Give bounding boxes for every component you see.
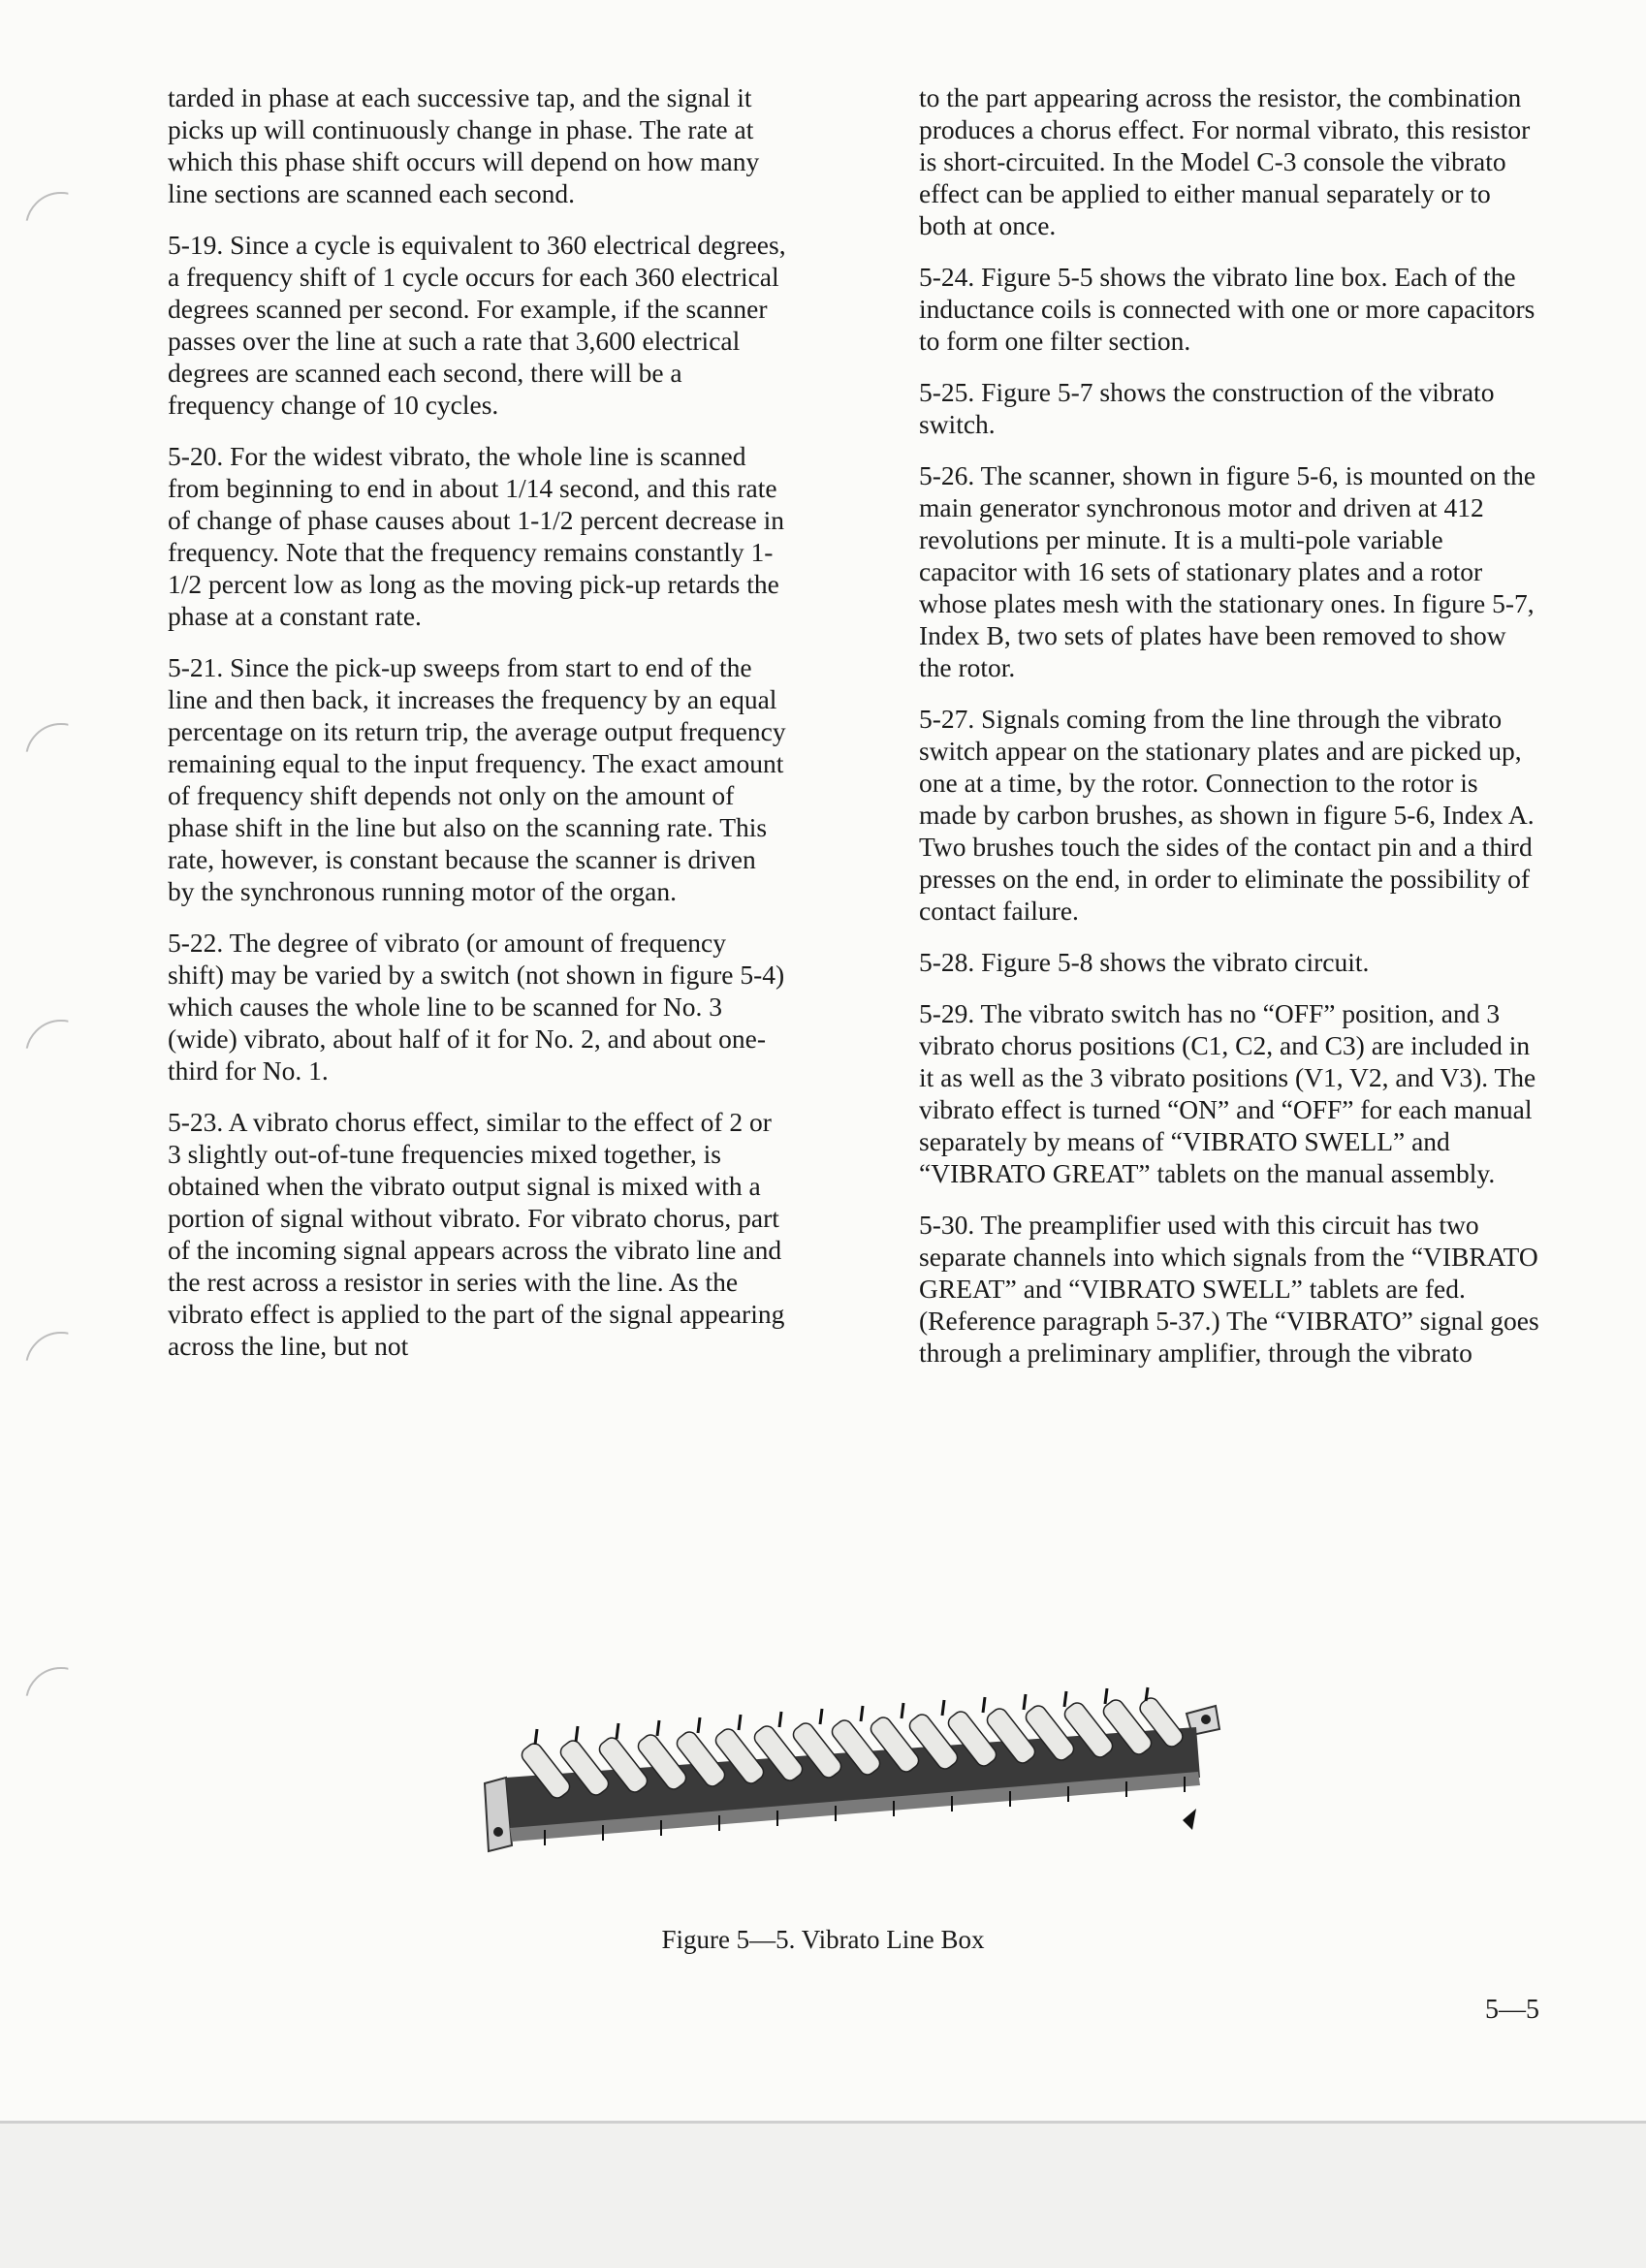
paragraph-continuation: tarded in phase at each successive tap, and the signal it picks up will continuously change in phase. The rate at which this phase shift occurs will depend on how many line sections are scanned each second. — [168, 82, 760, 208]
paragraph-5-21: 5-21. Since the pick-up sweeps from start to end of the line and then back, it increases the frequency by an equal percentage on its return trip, the average output frequency remaining equal to the input frequency. The exact amount of frequency shift depends not only on the amount of phase shift in the line but also on the scanning rate. This rate, however, is constant because the scanner is driven by the synchronous running motor of the organ. — [168, 652, 786, 906]
paragraph-5-24: 5-24. Figure 5-5 shows the vibrato line box. Each of the inductance coils is connected with one or more capacitors to form one filter section. — [919, 262, 1535, 356]
figure-caption: Figure 5—5. Vibrato Line Box — [661, 1925, 985, 1954]
right-column — [919, 81, 1539, 1388]
paragraph-5-25: 5-25. Figure 5-7 shows the construction of the vibrato switch. — [919, 377, 1495, 439]
paragraph-5-23-continued: to the part appearing across the resistor, the combination produces a chorus effect. For normal vibrato, this resistor is short-circuited. In the Model C-3 console the vibrato effect can be applied to either manual separately or to both at once. — [919, 82, 1531, 240]
vibrato-line-box-photo — [467, 1685, 1243, 1859]
paragraph-5-29: 5-29. The vibrato switch has no “OFF” position, and 3 vibrato chorus positions (C1, C2, and C3) are included in it as well as the 3 vibrato positions (V1, V2, and V3). The vibrato effect is turned “ON” and “OFF” for each manual separately by means of “VIBRATO SWELL” and “VIBRATO GREAT” tablets on the manual assembly. — [919, 998, 1536, 1188]
paragraph-5-30: 5-30. The preamplifier used with this circuit has two separate channels into which signals from the “VIBRATO GREAT” and “VIBRATO SWELL” tablets are fed. (Reference paragraph 5-37.) The “VIBRATO” signal goes through a preliminary amplifier, through the vibrato — [919, 1210, 1539, 1368]
paragraph-5-27: 5-27. Signals coming from the line through the vibrato switch appear on the stationary plates and are picked up, one at a time, by the rotor. Connection to the rotor is made by carbon brushes, as shown in figure 5-6, Index A. Two brushes touch the sides of the contact pin and a third presses on the end, in order to eliminate the possibility of contact failure. — [919, 704, 1535, 926]
left-column — [168, 81, 788, 1381]
paragraph-5-20: 5-20. For the widest vibrato, the whole line is scanned from beginning to end in about 1/14 second, and this rate of change of phase causes about 1-1/2 percent decrease in frequency. Note that the frequency remains constantly 1-1/2 percent low as long as the moving pick-up retards the phase at a constant rate. — [168, 441, 785, 631]
paragraph-5-28: 5-28. Figure 5-8 shows the vibrato circuit. — [919, 947, 1370, 977]
paragraph-5-23: 5-23. A vibrato chorus effect, similar to the effect of 2 or 3 slightly out-of-tune frequencies mixed together, is obtained when the vibrato output signal is mixed with a portion of signal without vibrato. For vibrato chorus, part of the incoming signal appears across the vibrato line and the rest across a resistor in series with the line. As the vibrato effect is applied to the part of the signal appearing across the line, but not — [168, 1107, 785, 1361]
scan-background — [0, 2124, 1646, 2268]
paragraph-5-22: 5-22. The degree of vibrato (or amount of frequency shift) may be varied by a switch (not shown in figure 5-4) which causes the whole line to be scanned for No. 3 (wide) vibrato, about half of it for No. 2, and about one-third for No. 1. — [168, 928, 785, 1086]
paragraph-5-26: 5-26. The scanner, shown in figure 5-6, is mounted on the main generator synchronous motor and driven at 412 revolutions per minute. It is a multi-pole variable capacitor with 16 sets of stationary plates and a rotor whose plates mesh with the stationary ones. In figure 5-7, Index B, two sets of plates have been removed to show the rotor. — [919, 460, 1536, 682]
page-number: 5—5 — [1485, 1995, 1539, 2025]
paragraph-5-19: 5-19. Since a cycle is equivalent to 360 electrical degrees, a frequency shift of 1 cycle occurs for each 360 electrical degrees scanned per second. For example, if the scanner passes over the line at such a rate that 3,600 electrical degrees are scanned each second, there will be a frequency change of 10 cycles. — [168, 230, 786, 420]
